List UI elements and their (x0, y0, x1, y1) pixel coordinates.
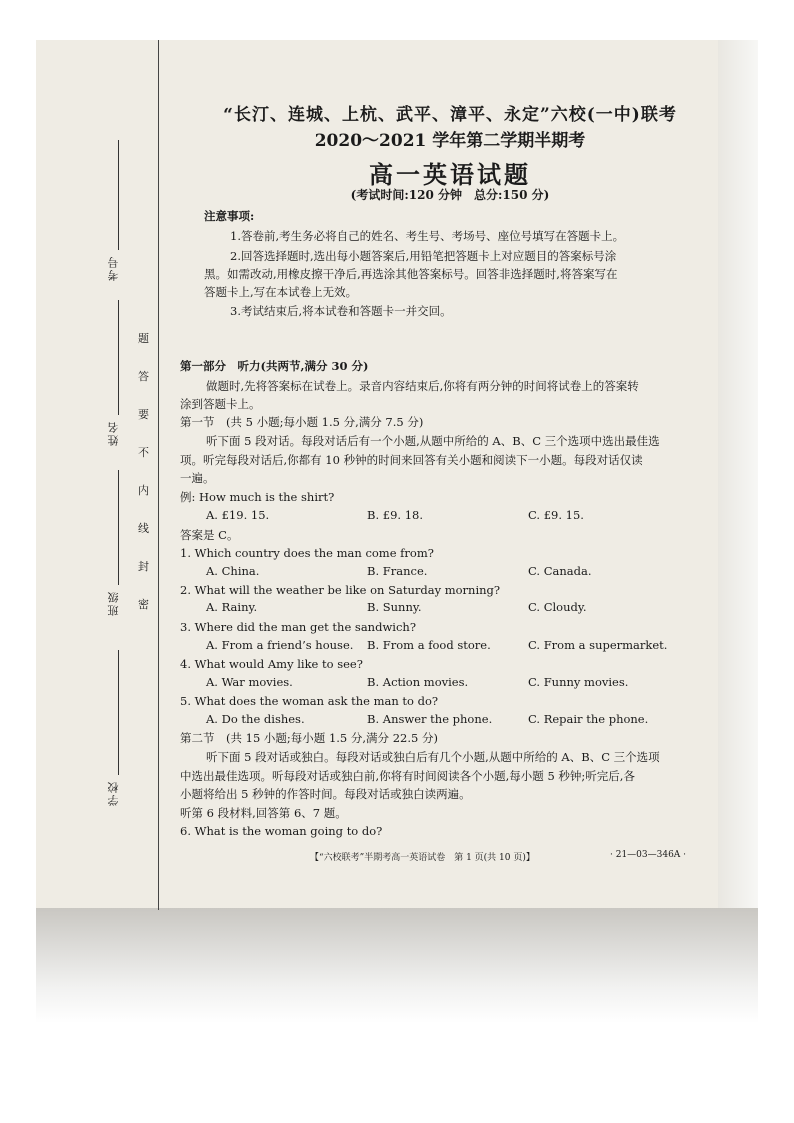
example-question: 例: How much is the shirt? (180, 490, 335, 504)
binding-line (158, 40, 159, 910)
exam-time: (考试时间:120 分钟 总分:150 分) (350, 188, 550, 202)
paper-code: · 21—03—346A · (610, 850, 687, 860)
option-c: C. Funny movies. (528, 675, 629, 689)
school-line (118, 650, 119, 775)
page-edge-shadow (718, 40, 758, 910)
option-b: B. From a food store. (367, 638, 491, 652)
example-option-b: B. £9. 18. (367, 508, 423, 522)
schools-title: “长汀、连城、上杭、武平、漳平、永定”六校(一中)联考 (223, 105, 677, 125)
part1-heading: 第一部分 听力(共两节,满分 30 分) (180, 359, 369, 373)
seal-char: 密 (138, 598, 149, 611)
option-a: A. From a friend’s house. (206, 638, 354, 652)
question: 5. What does the woman ask the man to do? (180, 694, 439, 708)
notice-line: 1.答卷前,考生务必将自己的姓名、考生号、考场号、座位号填写在答题卡上。 (230, 229, 625, 243)
term-title: 2020～2021 学年第二学期半期考 (314, 131, 586, 151)
seal-char: 封 (138, 560, 149, 573)
section1-heading: 第一节 (共 5 小题;每小题 1.5 分,满分 7.5 分) (180, 415, 424, 429)
side-label-school: 学校 (107, 780, 120, 806)
section2-heading: 第二节 (共 15 小题;每小题 1.5 分,满分 22.5 分) (180, 731, 438, 745)
option-c: C. Repair the phone. (528, 712, 649, 726)
option-a: A. Do the dishes. (206, 712, 305, 726)
seal-char: 线 (138, 522, 149, 535)
page-footer: 【“六校联考”半期考高一英语试卷 第 1 页(共 10 页)】 (310, 853, 535, 863)
scan-bottom-shadow (36, 908, 758, 1023)
exam-title: 高一英语试题 (369, 160, 531, 189)
seal-char: 要 (138, 408, 149, 421)
section2-instructions: 中选出最佳选项。听每段对话或独白前,你将有时间阅读各个小题,每小题 5 秒钟;听完后,各 (180, 769, 635, 783)
question: 1. Which country does the man come from? (180, 546, 434, 560)
example-answer: 答案是 C。 (180, 528, 239, 542)
example-option-c: C. £9. 15. (528, 508, 584, 522)
notice-line: 黑。如需改动,用橡皮擦干净后,再选涂其他答案标号。回答非选择题时,将答案写在 (204, 267, 618, 281)
option-b: B. France. (367, 564, 428, 578)
notice-line: 2.回答选择题时,选出每小题答案后,用铅笔把答题卡上对应题目的答案标号涂 (230, 249, 617, 263)
part1-intro: 涂到答题卡上。 (180, 397, 261, 411)
option-b: B. Answer the phone. (367, 712, 493, 726)
notice-heading: 注意事项: (204, 209, 255, 223)
side-label-exam-number: 考号 (107, 255, 120, 281)
section1-instructions: 听下面 5 段对话。每段对话后有一个小题,从题中所给的 A、B、C 三个选项中选出最佳选 (206, 434, 660, 448)
part1-intro: 做题时,先将答案标在试卷上。录音内容结束后,你将有两分钟的时间将试卷上的答案转 (206, 379, 639, 393)
section2-instructions: 听下面 5 段对话或独白。每段对话或独白后有几个小题,从题中所给的 A、B、C 三个选项 (206, 750, 660, 764)
name-line (118, 300, 119, 415)
section2-instructions: 小题将给出 5 秒钟的作答时间。每段对话或独白读两遍。 (180, 787, 471, 801)
notice-line: 3.考试结束后,将本试卷和答题卡一并交回。 (230, 304, 452, 318)
option-a: A. War movies. (206, 675, 293, 689)
example-option-a: A. £19. 15. (206, 508, 270, 522)
section2-material: 听第 6 段材料,回答第 6、7 题。 (180, 806, 347, 820)
question: 2. What will the weather be like on Saturday morning? (180, 583, 501, 597)
seal-char: 题 (138, 332, 149, 345)
seal-char: 答 (138, 370, 149, 383)
seal-char: 内 (138, 484, 149, 497)
option-b: B. Action movies. (367, 675, 469, 689)
section1-instructions: 项。听完每段对话后,你都有 10 秒钟的时间来回答有关小题和阅读下一小题。每段对话仅读 (180, 453, 643, 467)
option-a: A. Rainy. (206, 600, 258, 614)
question: 3. Where did the man get the sandwich? (180, 620, 416, 634)
section1-instructions: 一遍。 (180, 471, 215, 485)
option-c: C. Cloudy. (528, 600, 587, 614)
notice-line: 答题卡上,写在本试卷上无效。 (204, 285, 358, 299)
option-a: A. China. (206, 564, 260, 578)
seal-char: 不 (138, 446, 149, 459)
option-c: C. Canada. (528, 564, 592, 578)
question: 6. What is the woman going to do? (180, 824, 383, 838)
class-line (118, 470, 119, 585)
exam-number-line (118, 140, 119, 250)
side-label-name: 姓名 (107, 420, 120, 446)
question: 4. What would Amy like to see? (180, 657, 363, 671)
side-label-class: 班级 (107, 590, 120, 616)
option-c: C. From a supermarket. (528, 638, 668, 652)
option-b: B. Sunny. (367, 600, 422, 614)
